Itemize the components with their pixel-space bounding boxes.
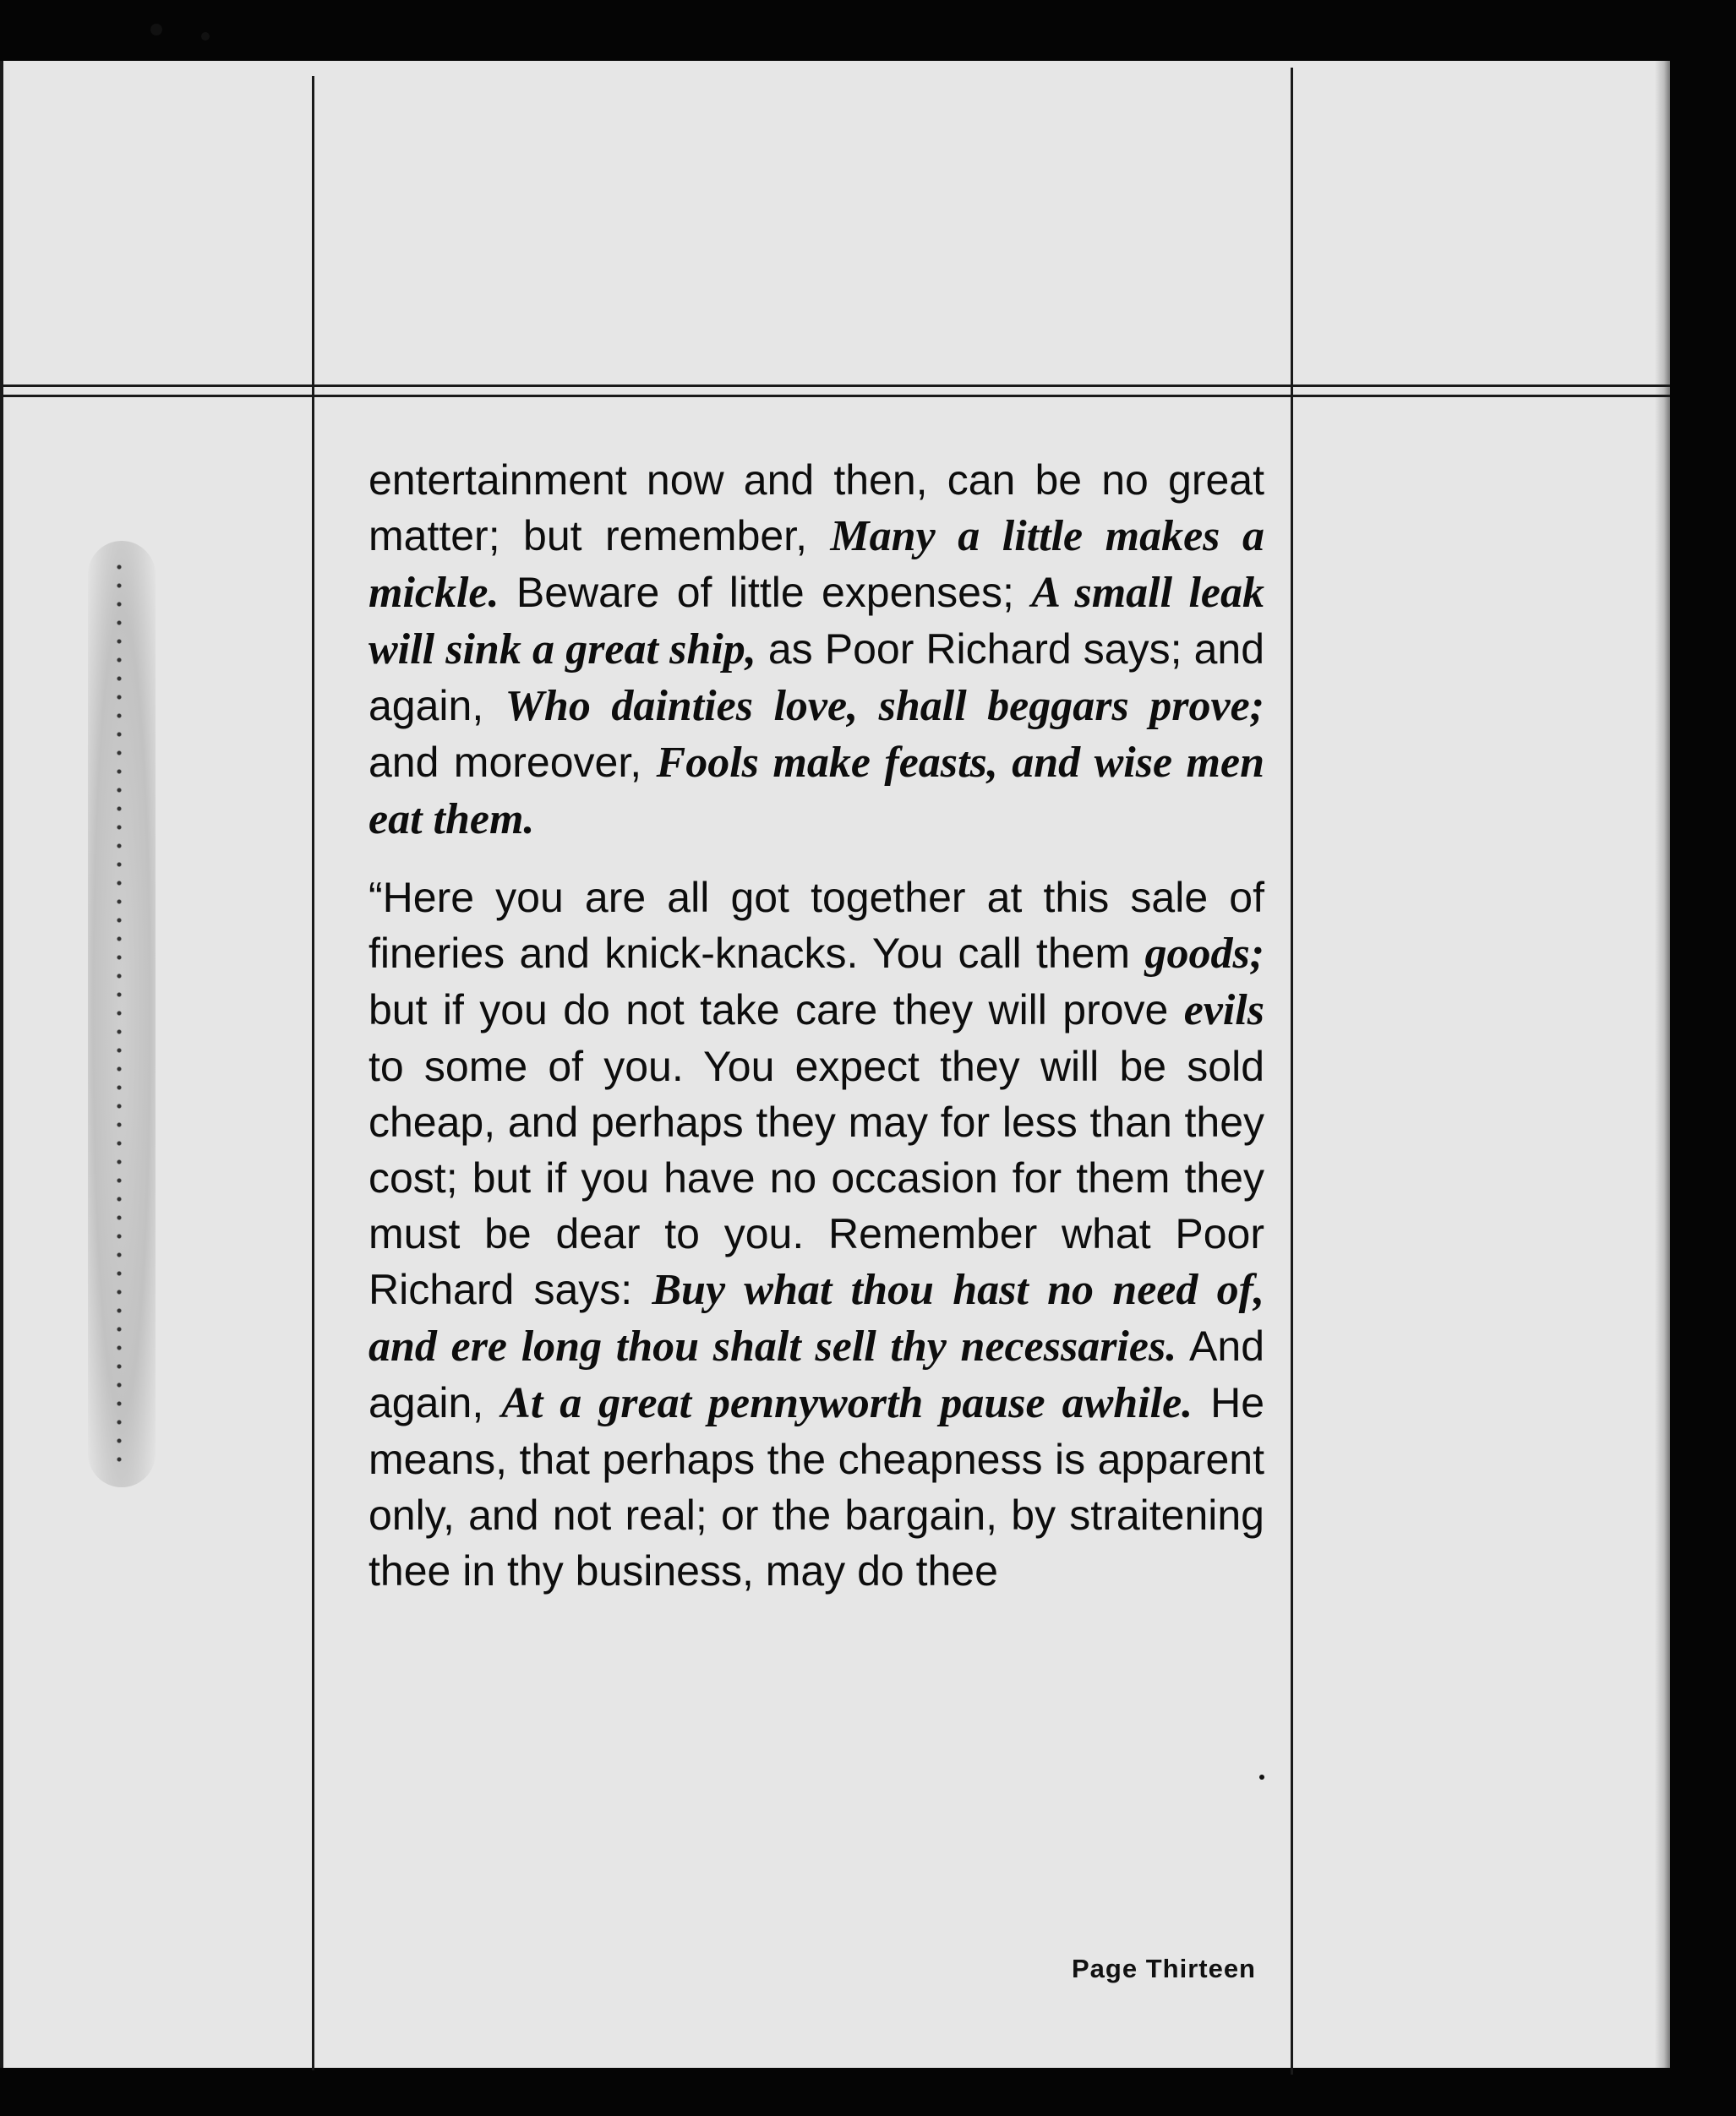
page-number: Page Thirteen <box>1072 1954 1256 1983</box>
italic-quote-run: Buy what thou hast no need of, and ere long thou shalt sell thy necessaries. <box>368 1266 1264 1371</box>
text-run: to some of you. You expect they will be sold cheap, and perhaps they may for less than they cost; but if you have no occasion for them they must be dear to you. Remember what Poor Richard says: <box>368 1043 1264 1313</box>
right-frame-rule <box>1291 68 1293 2075</box>
scan-speck <box>1259 1775 1264 1780</box>
paragraph-1 <box>368 452 1264 848</box>
horizontal-double-rule-top <box>0 384 1670 387</box>
text-run: as Poor Richard says; and again, <box>368 625 1265 729</box>
italic-quote-run: Who dainties love, shall beggars prove; <box>505 682 1264 730</box>
left-frame-rule <box>312 76 314 2070</box>
italic-quote-run: At a great pennyworth pause awhile. <box>501 1379 1193 1427</box>
text-run: “Here you are all got together at this sale of fineries and knick-knacks. You call them <box>368 874 1264 977</box>
scan-speck <box>150 24 162 35</box>
italic-quote-run: Many a little makes a mickle. <box>368 512 1264 617</box>
page-edge-shadow <box>1655 61 1670 2068</box>
text-run: Beware of little expenses; <box>499 569 1032 616</box>
italic-quote-run: evils <box>1183 986 1264 1034</box>
text-run: And again, <box>368 1322 1264 1426</box>
text-run: He means, that perhaps the cheapness is apparent only, and not real; or the bargain, by straitening thee in thy business, may do thee <box>368 1379 1265 1595</box>
binding-stitch-holes <box>115 558 123 1470</box>
paragraph-2 <box>368 870 1264 1599</box>
body-text <box>368 452 1264 1621</box>
text-run: entertainment now and then, can be no great matter; but remember, <box>368 456 1264 559</box>
horizontal-double-rule-bottom <box>0 395 1670 397</box>
italic-quote-run: goods; <box>1144 930 1264 978</box>
outer-left-edge-rule <box>0 61 3 2068</box>
italic-quote-run: Fools make feasts, and wise men eat them. <box>368 739 1264 843</box>
text-run: but if you do not take care they will prove <box>368 986 1184 1033</box>
italic-quote-run: A small leak will sink a great ship, <box>368 569 1265 674</box>
text-run: and moreover, <box>368 739 657 786</box>
scan-speck <box>201 32 210 41</box>
